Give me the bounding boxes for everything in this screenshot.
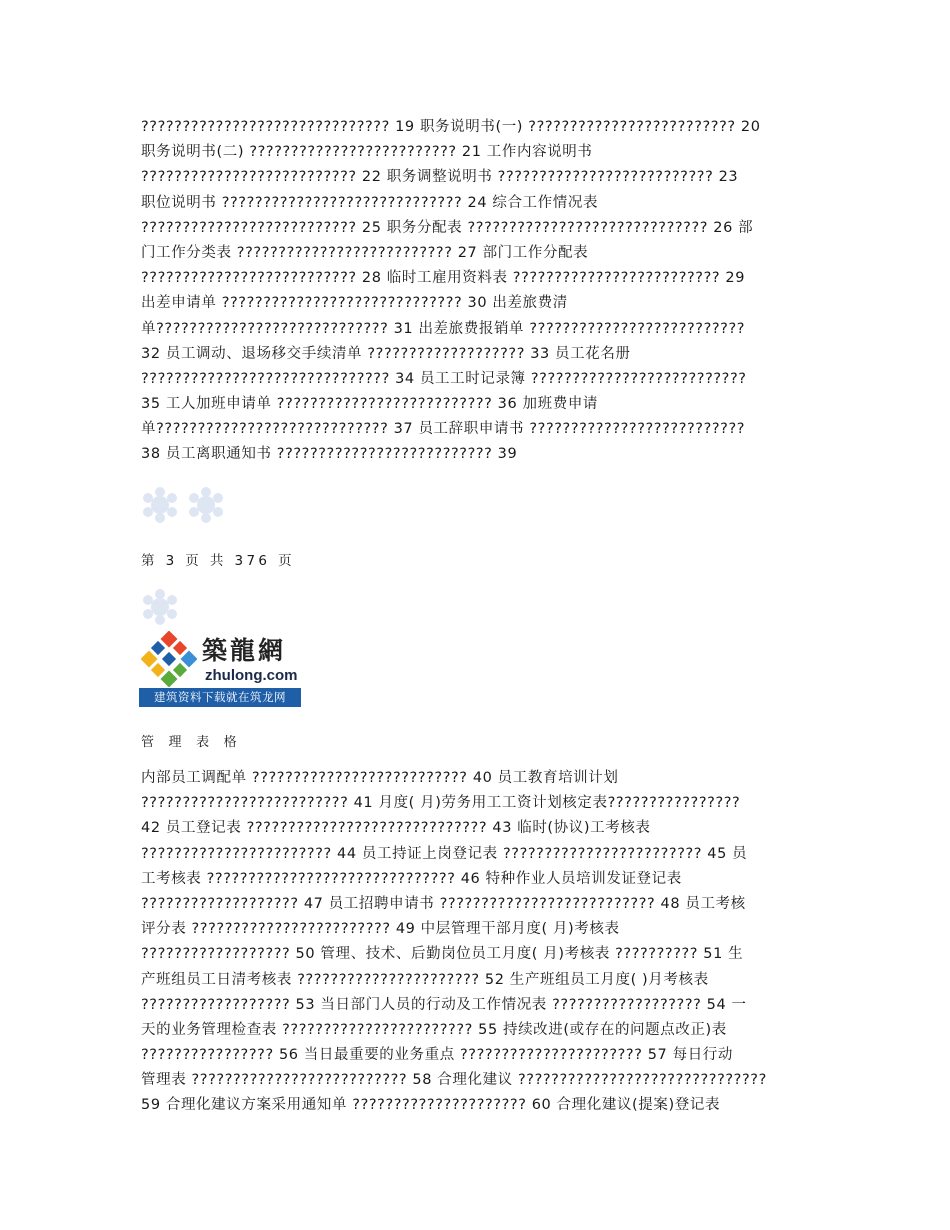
toc-line: 32 员工调动、退场移交手续清单 ??????????????????? 33 员工花名册	[141, 345, 631, 362]
toc-line: 门工作分类表 ?????????????????????????? 27 部门工作分配表	[141, 244, 589, 261]
toc-line: 59 合理化建议方案采用通知单 ????????????????????? 60 合理化建议(提案)登记表	[141, 1097, 721, 1114]
snowflake-watermark-icon	[140, 587, 180, 627]
toc-line: 出差申请单 ????????????????????????????? 30 出差旅费清	[141, 295, 568, 312]
toc-part-1	[141, 115, 816, 468]
toc-part-2	[141, 766, 816, 1119]
logo-tagline: 建筑资料下载就在筑龙网	[139, 688, 301, 707]
toc-line: ?????????????????? 50 管理、技术、后勤岗位员工月度( 月)考核表 ?????????? 51 生	[141, 946, 744, 963]
section-title: 管 理 表 格	[141, 735, 242, 750]
toc-line: 产班组员工日清考核表 ?????????????????????? 52 生产班组员工月度( )月考核表	[141, 971, 709, 988]
toc-line: ???????????????? 56 当日最重要的业务重点 ?????????????????????? 57 每日行动	[141, 1047, 733, 1064]
logo-chinese-name: 築龍網	[202, 636, 287, 665]
toc-line: 38 员工离职通知书 ?????????????????????????? 39	[141, 446, 518, 463]
toc-line: ?????????????????????????? 22 职务调整说明书 ?????????????????????????? 23	[141, 169, 739, 186]
toc-line: 职位说明书 ????????????????????????????? 24 综合工作情况表	[141, 194, 599, 211]
toc-line: ?????????????????????????????? 34 员工工时记录簿 ??????????????????????????	[141, 370, 747, 387]
toc-line: ?????????????????????????? 28 临时工雇用资料表 ????????????????????????? 29	[141, 270, 746, 287]
toc-line: ????????????????????????? 41 月度( 月)劳务用工工资计划核定表????????????????	[141, 795, 741, 812]
zhulong-logo	[139, 629, 301, 707]
toc-line: ??????????????????????? 44 员工持证上岗登记表 ???????????????????????? 45 员	[141, 845, 748, 862]
page-counter: 第 3 页 共 376 页	[141, 553, 296, 569]
toc-line: ?????????????????? 53 当日部门人员的行动及工作情况表 ?????????????????? 54 一	[141, 996, 747, 1013]
toc-line: 职务说明书(二) ????????????????????????? 21 工作内容说明书	[141, 144, 593, 161]
toc-line: 管理表 ?????????????????????????? 58 合理化建议 ??????????????????????????????	[141, 1072, 767, 1089]
logo-domain: zhulong.com	[205, 667, 298, 684]
toc-line: ??????????????????? 47 员工招聘申请书 ?????????????????????????? 48 员工考核	[141, 895, 746, 912]
toc-line: 单???????????????????????????? 37 员工辞职申请书 ??????????????????????????	[141, 421, 746, 438]
snowflake-watermark-icon	[140, 484, 232, 526]
toc-line: ?????????????????????????????? 19 职务说明书(一) ????????????????????????? 20	[141, 119, 761, 135]
toc-line: 42 员工登记表 ????????????????????????????? 43 临时(协议)工考核表	[141, 820, 651, 837]
toc-line: 工考核表 ?????????????????????????????? 46 特种作业人员培训发证登记表	[141, 870, 682, 887]
toc-line: 单???????????????????????????? 31 出差旅费报销单 ??????????????????????????	[141, 320, 746, 337]
toc-line: 评分表 ???????????????????????? 49 中层管理干部月度( 月)考核表	[141, 921, 620, 938]
toc-line: 天的业务管理检查表 ??????????????????????? 55 持续改进(或存在的问题点改正)表	[141, 1021, 727, 1038]
zhulong-emblem-icon	[141, 631, 197, 687]
toc-line: 内部员工调配单 ?????????????????????????? 40 员工教育培训计划	[141, 770, 619, 786]
toc-line: 35 工人加班申请单 ?????????????????????????? 36 加班费申请	[141, 396, 599, 413]
toc-line: ?????????????????????????? 25 职务分配表 ????????????????????????????? 26 部	[141, 219, 754, 236]
